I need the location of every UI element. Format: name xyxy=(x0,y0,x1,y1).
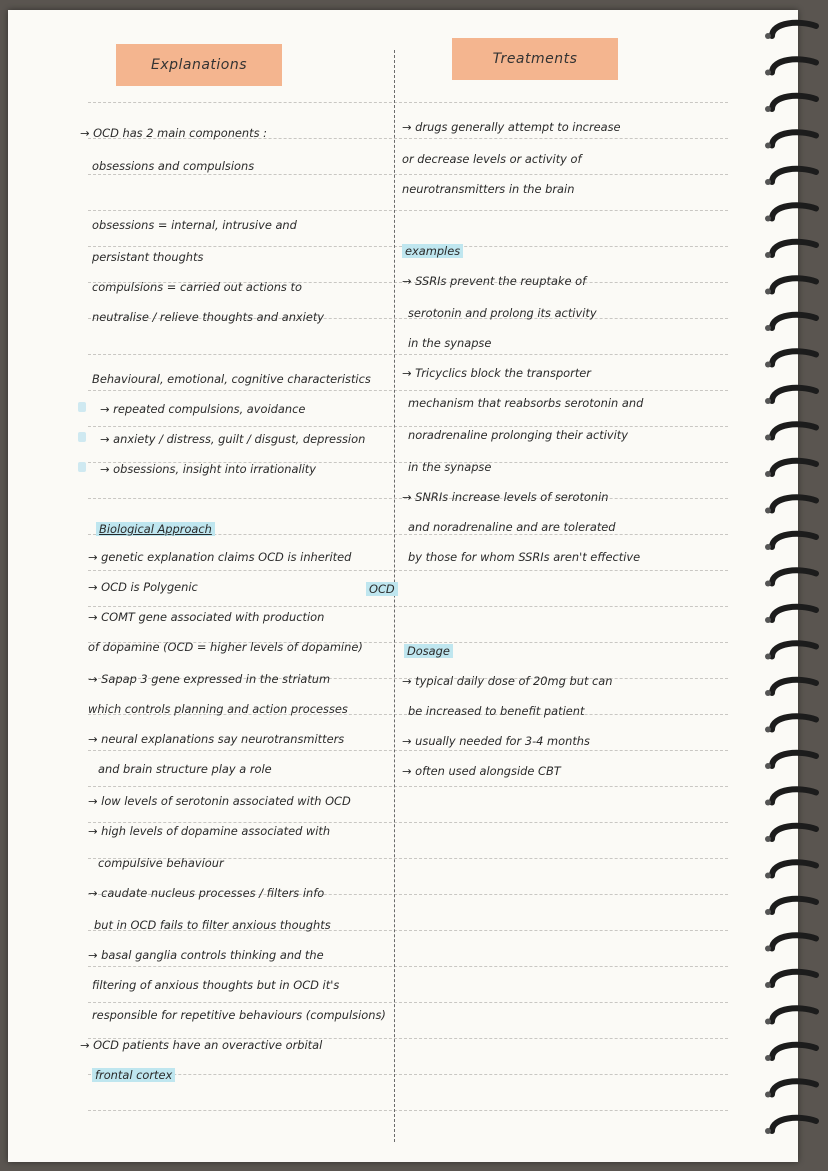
spiral-hole xyxy=(765,654,771,660)
spiral-hole xyxy=(765,471,771,477)
right-line: → typical daily dose of 20mg but can xyxy=(402,674,613,688)
left-line: filtering of anxious thoughts but in OCD it's xyxy=(92,978,340,992)
spiral-ring xyxy=(772,935,816,948)
spiral-hole xyxy=(765,763,771,769)
left-line: Biological Approach xyxy=(96,522,215,536)
spiral-ring xyxy=(772,424,816,437)
right-line: → SSRIs prevent the reuptake of xyxy=(402,274,587,288)
spiral-ring xyxy=(772,607,816,620)
left-line: obsessions = internal, intrusive and xyxy=(92,218,297,232)
spiral-ring xyxy=(772,23,816,36)
left-line: responsible for repetitive behaviours (compulsions) xyxy=(92,1008,386,1022)
spiral-ring xyxy=(772,205,816,218)
right-line: neurotransmitters in the brain xyxy=(402,182,575,196)
rule-line xyxy=(88,390,728,391)
spiral-hole xyxy=(765,143,771,149)
spiral-hole xyxy=(765,1019,771,1025)
spiral-ring xyxy=(772,570,816,583)
spiral-hole xyxy=(765,544,771,550)
rule-line xyxy=(88,354,728,355)
spiral-hole xyxy=(765,362,771,368)
left-line: → anxiety / distress, guilt / disgust, depression xyxy=(100,432,366,446)
right-line: mechanism that reabsorbs serotonin and xyxy=(408,396,644,410)
spiral-ring xyxy=(772,497,816,510)
left-line: frontal cortex xyxy=(92,1068,175,1082)
left-line: but in OCD fails to filter anxious thoughts xyxy=(94,918,331,932)
spiral-hole xyxy=(765,33,771,39)
right-line: → often used alongside CBT xyxy=(402,764,561,778)
left-line: → repeated compulsions, avoidance xyxy=(100,402,306,416)
left-line: → OCD has 2 main components : xyxy=(80,126,268,140)
spiral-hole xyxy=(765,690,771,696)
left-heading-biological xyxy=(96,522,215,536)
rule-line xyxy=(88,1074,728,1075)
spiral-ring xyxy=(772,716,816,729)
spiral-ring xyxy=(772,680,816,693)
rule-line xyxy=(88,750,728,751)
left-line: → neural explanations say neurotransmitters xyxy=(88,732,345,746)
right-line: be increased to benefit patient xyxy=(408,704,585,718)
spiral-ring xyxy=(772,789,816,802)
right-line: or decrease levels or activity of xyxy=(402,152,582,166)
left-line: compulsions = carried out actions to xyxy=(92,280,302,294)
left-line: → high levels of dopamine associated with xyxy=(88,824,331,838)
right-line: Dosage xyxy=(404,644,453,658)
header-explanations: Explanations xyxy=(116,44,282,86)
spiral-ring xyxy=(772,534,816,547)
spiral-hole xyxy=(765,873,771,879)
rule-line xyxy=(88,1110,728,1111)
spiral-ring xyxy=(772,59,816,72)
rule-line xyxy=(88,822,728,823)
right-line: by those for whom SSRIs aren't effective xyxy=(408,550,641,564)
spiral-ring xyxy=(772,643,816,656)
left-line: obsessions and compulsions xyxy=(92,159,255,173)
left-line: → caudate nucleus processes / filters info xyxy=(88,886,325,900)
spiral-ring xyxy=(772,1118,816,1131)
left-line: → low levels of serotonin associated with OCD xyxy=(88,794,351,808)
right-line: → drugs generally attempt to increase xyxy=(402,120,621,134)
left-line: → Sapap 3 gene expressed in the striatum xyxy=(88,672,331,686)
left-line: persistant thoughts xyxy=(92,250,204,264)
right-line: OCD xyxy=(366,582,398,596)
spiral-hole xyxy=(765,982,771,988)
spiral-hole xyxy=(765,1128,771,1134)
spiral-hole xyxy=(765,289,771,295)
right-line: examples xyxy=(402,244,463,258)
highlight-mark xyxy=(78,462,86,472)
rule-line xyxy=(88,606,728,607)
spiral-hole xyxy=(765,179,771,185)
spiral-binding xyxy=(760,0,828,1171)
column-divider xyxy=(394,50,395,1142)
left-line: of dopamine (OCD = higher levels of dopamine) xyxy=(88,640,363,654)
rule-line xyxy=(88,1002,728,1003)
rule-line xyxy=(88,210,728,211)
right-heading-dosage xyxy=(404,644,453,658)
left-line: neutralise / relieve thoughts and anxiety xyxy=(92,310,325,324)
spiral-hole xyxy=(765,1055,771,1061)
spiral-hole xyxy=(765,508,771,514)
right-line: serotonin and prolong its activity xyxy=(408,306,597,320)
right-line: in the synapse xyxy=(408,336,492,350)
right-line: → SNRIs increase levels of serotonin xyxy=(402,490,609,504)
spiral-hole xyxy=(765,727,771,733)
rule-line xyxy=(88,570,728,571)
left-line: → genetic explanation claims OCD is inherited xyxy=(88,550,352,564)
left-line: → obsessions, insight into irrationality xyxy=(100,462,317,476)
spiral-ring xyxy=(772,169,816,182)
spiral-hole xyxy=(765,836,771,842)
spiral-hole xyxy=(765,1092,771,1098)
highlight-mark xyxy=(78,402,86,412)
spiral-ring xyxy=(772,899,816,912)
left-line: → OCD patients have an overactive orbital xyxy=(80,1038,323,1052)
left-line: compulsive behaviour xyxy=(98,856,224,870)
spiral-ring xyxy=(772,132,816,145)
spiral-hole xyxy=(765,325,771,331)
right-line: noradrenaline prolonging their activity xyxy=(408,428,628,442)
left-line: → OCD is Polygenic xyxy=(88,580,198,594)
spiral-ring xyxy=(772,388,816,401)
spiral-ring xyxy=(772,972,816,985)
left-line: Behavioural, emotional, cognitive characteristics xyxy=(92,372,371,386)
spiral-hole xyxy=(765,106,771,112)
rule-line xyxy=(88,786,728,787)
notebook-page xyxy=(8,10,798,1162)
spiral-ring xyxy=(772,315,816,328)
rule-line xyxy=(88,102,728,103)
spiral-hole xyxy=(765,946,771,952)
spiral-ring xyxy=(772,242,816,255)
spiral-hole xyxy=(765,617,771,623)
spiral-ring xyxy=(772,826,816,839)
spiral-ring xyxy=(772,278,816,291)
right-line: in the synapse xyxy=(408,460,492,474)
right-line: and noradrenaline and are tolerated xyxy=(408,520,616,534)
left-line xyxy=(92,1068,175,1082)
spiral-ring xyxy=(772,351,816,364)
left-line: and brain structure play a role xyxy=(98,762,272,776)
spiral-ring xyxy=(772,1081,816,1094)
rule-line xyxy=(88,174,728,175)
left-line: which controls planning and action processes xyxy=(88,702,348,716)
spiral-ring xyxy=(772,461,816,474)
left-line: → basal ganglia controls thinking and the xyxy=(88,948,324,962)
highlight-mark xyxy=(78,432,86,442)
rule-line xyxy=(88,966,728,967)
spiral-hole xyxy=(765,435,771,441)
right-heading-examples xyxy=(402,244,463,258)
spiral-ring xyxy=(772,1045,816,1058)
spiral-ring xyxy=(772,1008,816,1021)
left-line: → COMT gene associated with production xyxy=(88,610,325,624)
header-treatments: Treatments xyxy=(452,38,618,80)
spiral-ring xyxy=(772,753,816,766)
spiral-hole xyxy=(765,909,771,915)
spiral-hole xyxy=(765,252,771,258)
rule-line xyxy=(88,426,728,427)
spiral-hole xyxy=(765,70,771,76)
spiral-hole xyxy=(765,800,771,806)
ocd-label xyxy=(366,582,398,596)
spiral-hole xyxy=(765,216,771,222)
right-line: → Tricyclics block the transporter xyxy=(402,366,591,380)
spiral-ring xyxy=(772,96,816,109)
right-line: → usually needed for 3-4 months xyxy=(402,734,590,748)
spiral-hole xyxy=(765,398,771,404)
spiral-ring xyxy=(772,862,816,875)
spiral-hole xyxy=(765,581,771,587)
